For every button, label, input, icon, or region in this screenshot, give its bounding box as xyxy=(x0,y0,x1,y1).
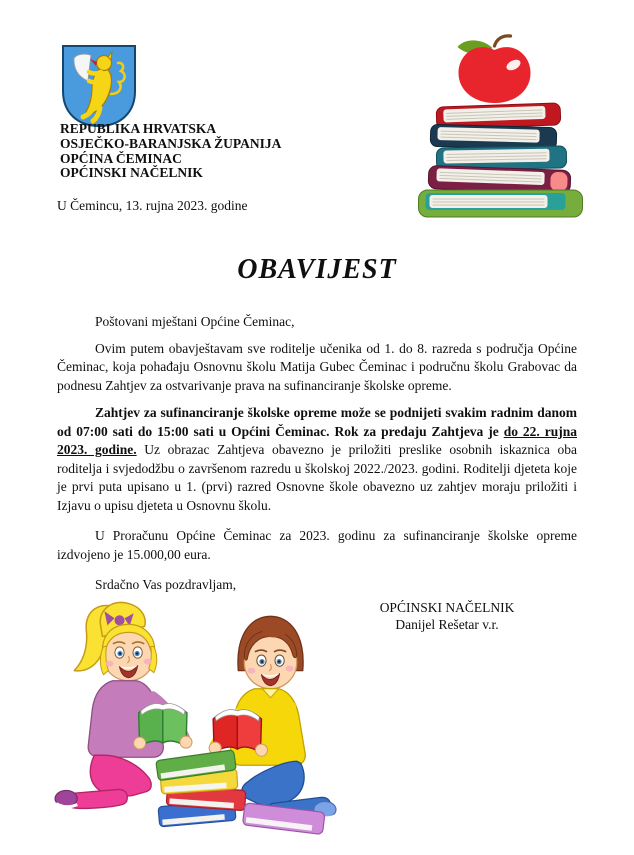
paragraph-2: Ovim putem obavještavam sve roditelje učenika od 1. do 8. razreda s područja Općine Čeminac, koja pohađaju Osnovnu školu Matija Gubec Čeminac i područnu školu Grabovac da podnesu Zahtjev za ostvarivanje prava na sufinanciranje školske opreme. xyxy=(57,340,577,393)
letterhead-line-3: OPĆINA ČEMINAC xyxy=(60,150,182,166)
paragraph-closing: Srdačno Vas pozdravljam, xyxy=(95,577,237,593)
document-body xyxy=(57,0,577,633)
paragraph-4: U Proračunu Općine Čeminac za 2023. godinu za sufinanciranje školske opreme izdvojeno je 15.000,00 eura. xyxy=(57,528,577,562)
signature-name: Danijel Rešetar v.r. xyxy=(395,616,499,632)
letterhead-line-2: OSJEČKO-BARANJSKA ŽUPANIJA xyxy=(60,135,282,151)
children-reading-clipart xyxy=(40,596,342,850)
letterhead-line-4: OPĆINSKI NAČELNIK xyxy=(60,165,203,181)
signature-block xyxy=(337,599,557,633)
paragraph-3-bold: Zahtjev za sufinanciranje školske opreme može se podnijeti svakim radnim danom od 07:00 sati do 15:00 sati u Općini Čeminac. Rok za predaju Zahtjeva je xyxy=(57,405,577,439)
signature-title: OPĆINSKI NAČELNIK xyxy=(379,599,515,615)
letterhead-line-1: REPUBLIKA HRVATSKA xyxy=(60,121,217,136)
paragraph-3-rest: Uz obrazac Zahtjeva obavezno je priložiti preslike osobnih iskaznica oba roditelja i svjedodžbu o završenom razredu u školskoj 2022./2023. godini. Roditelji djeteta koje je prvi puta upisano u 1. (prvi) razred Osnovne škole obavezno uz zahtjev moraju priložiti i Izjavu o upisu djeteta u Osnovnu školu. xyxy=(57,442,578,513)
notice-title: OBAVIJEST xyxy=(237,254,397,286)
letterhead xyxy=(60,122,577,181)
paragraph-3-deadline: do 22. rujna 2023. godine. xyxy=(57,423,577,458)
paragraph-greeting: Poštovani mještani Općine Čeminac, xyxy=(95,314,295,330)
paragraph-3 xyxy=(57,404,577,515)
date-line: U Čemincu, 13. rujna 2023. godine xyxy=(57,198,248,214)
